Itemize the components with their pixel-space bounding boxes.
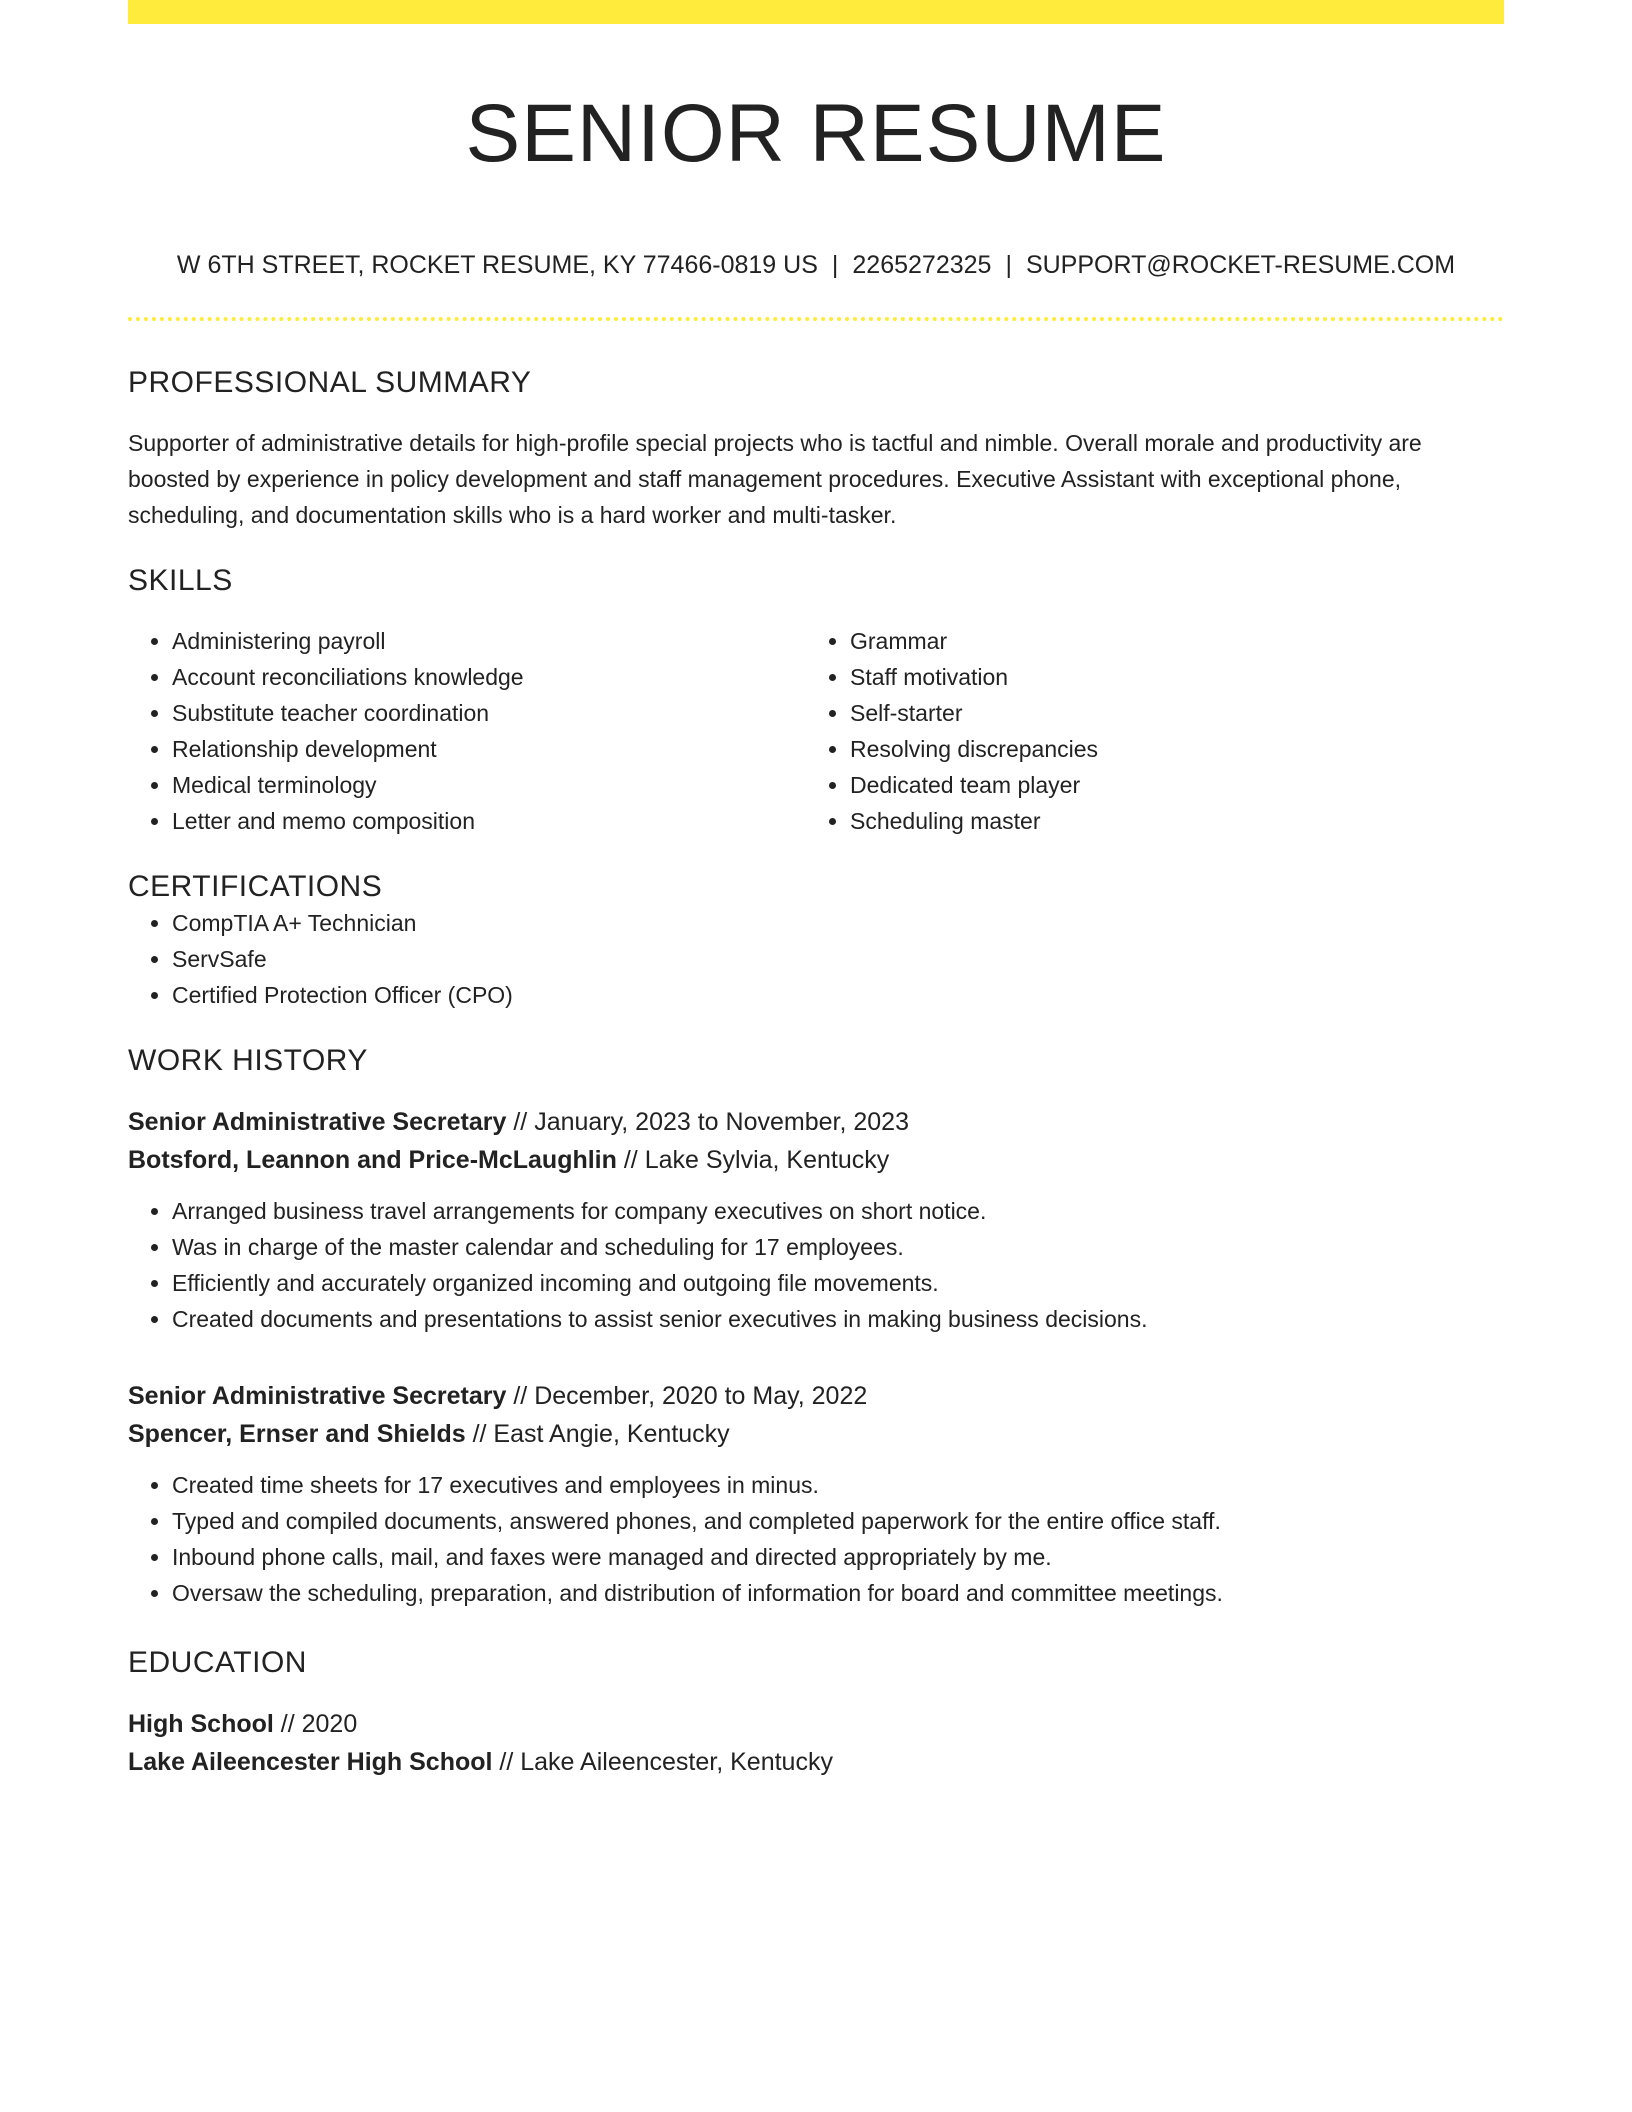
job-company-line (128, 1415, 1504, 1453)
job-duties-list (128, 1467, 1504, 1611)
contact-address: W 6TH STREET, ROCKET RESUME, KY 77466-0819 US (176, 251, 818, 279)
job-duty-item: • Oversaw the scheduling, preparation, and distribution of information for board and committee meetings. (172, 1575, 1504, 1611)
skill-item: • Substitute teacher coordination (172, 695, 806, 731)
job-dates: // January, 2023 to November, 2023 (506, 1108, 909, 1136)
job-title-line (128, 1377, 1504, 1415)
job-location: // Lake Sylvia, Kentucky (616, 1146, 890, 1174)
job-dates: // December, 2020 to May, 2022 (506, 1382, 868, 1410)
contact-email: SUPPORT@ROCKET-RESUME.COM (1025, 251, 1456, 279)
education-degree: High School (128, 1710, 274, 1738)
job-duty-item: • Created time sheets for 17 executives and employees in minus. (172, 1467, 1504, 1503)
skills-heading: SKILLS (128, 564, 233, 597)
job-duty-item: • Efficiently and accurately organized incoming and outgoing file movements. (172, 1265, 1504, 1301)
education-school: Lake Aileencester High School (128, 1748, 493, 1776)
skills-column-left (128, 623, 806, 839)
skill-item: • Letter and memo composition (172, 803, 806, 839)
job-title-line (128, 1103, 1504, 1141)
skill-item: • Scheduling master (850, 803, 1484, 839)
job-duty-item: • Created documents and presentations to assist senior executives in making business decisions. (172, 1301, 1504, 1337)
summary-text: Supporter of administrative details for high-profile special projects who is tactful and nimble. Overall morale and productivity are boosted by experience in policy development and staff management procedures. Executive Assistant with exceptional phone, scheduling, and documentation skills who is a hard worker and multi-tasker. (128, 430, 1422, 528)
certification-item: • CompTIA A+ Technician (172, 905, 1504, 941)
skill-item: • Relationship development (172, 731, 806, 767)
header-divider (128, 317, 1504, 321)
skill-item: • Dedicated team player (850, 767, 1484, 803)
job-duties-list (128, 1193, 1504, 1337)
certifications-list (128, 905, 1504, 1013)
job-duty-item: • Arranged business travel arrangements for company executives on short notice. (172, 1193, 1504, 1229)
resume-page (128, 0, 1504, 1781)
skill-item: • Resolving discrepancies (850, 731, 1484, 767)
skill-item: • Account reconciliations knowledge (172, 659, 806, 695)
certification-item: • Certified Protection Officer (CPO) (172, 977, 1504, 1013)
job-company: Botsford, Leannon and Price-McLaughlin (128, 1146, 617, 1174)
job-role: Senior Administrative Secretary (128, 1108, 507, 1136)
education-school-line (128, 1743, 1504, 1781)
job-duty-item: • Was in charge of the master calendar and scheduling for 17 employees. (172, 1229, 1504, 1265)
skill-item: • Staff motivation (850, 659, 1484, 695)
education-heading: EDUCATION (128, 1646, 307, 1679)
contact-separator: | (1005, 251, 1012, 279)
skill-item: • Medical terminology (172, 767, 806, 803)
education-entry (128, 1705, 1504, 1781)
certifications-heading: CERTIFICATIONS (128, 870, 383, 903)
skill-item: • Self-starter (850, 695, 1484, 731)
job-company-line (128, 1141, 1504, 1179)
skill-item: • Administering payroll (172, 623, 806, 659)
skills-list (128, 623, 1504, 839)
resume-name: SENIOR RESUME (465, 88, 1167, 179)
education-year: // 2020 (273, 1710, 358, 1738)
work-history-heading: WORK HISTORY (128, 1044, 368, 1077)
job-entry (128, 1103, 1504, 1337)
job-entry (128, 1377, 1504, 1611)
job-location: // East Angie, Kentucky (465, 1420, 730, 1448)
contact-line (128, 250, 1504, 280)
education-location: // Lake Aileencester, Kentucky (492, 1748, 833, 1776)
job-duty-item: • Inbound phone calls, mail, and faxes were managed and directed appropriately by me. (172, 1539, 1504, 1575)
skills-column-right (806, 623, 1484, 839)
certification-item: • ServSafe (172, 941, 1504, 977)
summary-heading: PROFESSIONAL SUMMARY (128, 366, 532, 399)
education-degree-line (128, 1705, 1504, 1743)
top-accent-bar (128, 0, 1504, 24)
job-company: Spencer, Ernser and Shields (128, 1420, 466, 1448)
contact-separator: | (831, 251, 839, 279)
job-role: Senior Administrative Secretary (128, 1382, 507, 1410)
skill-item: • Grammar (850, 623, 1484, 659)
job-duty-item: • Typed and compiled documents, answered phones, and completed paperwork for the entire office staff. (172, 1503, 1504, 1539)
contact-phone: 2265272325 (852, 251, 992, 279)
